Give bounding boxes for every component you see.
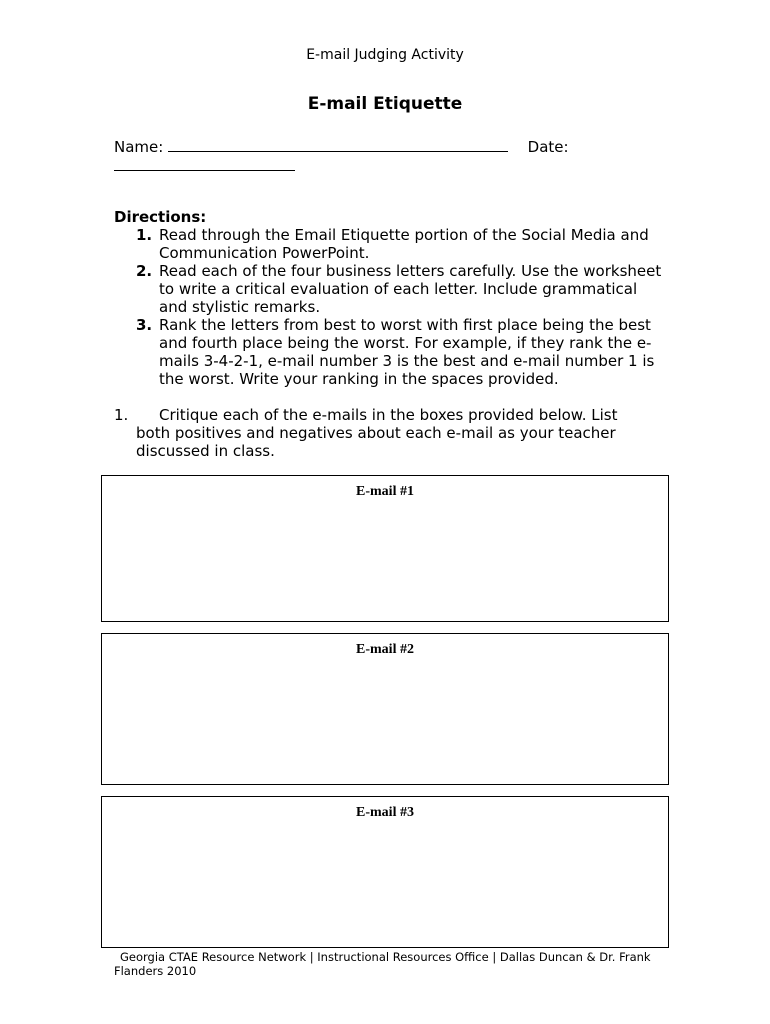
footer-line2: Flanders 2010 — [114, 964, 197, 978]
list-item — [136, 316, 666, 388]
critique-text-line2: both positives and negatives about each e-mail as your teacher — [136, 424, 616, 442]
name-label: Name: — [114, 138, 164, 156]
email-3-critique-box[interactable] — [101, 796, 669, 948]
name-field[interactable] — [168, 136, 508, 152]
list-item-text: Read through the Email Etiquette portion of the Social Media and Communication PowerPoint. — [159, 226, 649, 262]
email-2-label: E-mail #2 — [356, 642, 414, 657]
footer — [114, 950, 674, 978]
directions-list — [136, 226, 666, 388]
email-2-critique-box[interactable] — [101, 633, 669, 785]
list-item — [136, 262, 666, 316]
critique-instruction — [114, 406, 654, 460]
footer-line1: Georgia CTAE Resource Network | Instructional Resources Office | Dallas Duncan & Dr. Frank — [120, 950, 651, 964]
list-item-number: 2. — [136, 262, 153, 280]
email-1-label: E-mail #1 — [356, 484, 414, 499]
date-label: Date: — [527, 138, 569, 156]
critique-text-line1: Critique each of the e-mails in the boxes provided below. List — [159, 406, 618, 424]
directions-label: Directions: — [114, 208, 207, 226]
page-title: E-mail Etiquette — [307, 94, 463, 114]
name-date-row — [114, 136, 569, 156]
email-1-critique-box[interactable] — [101, 475, 669, 622]
page-subtitle: E-mail Judging Activity — [306, 47, 464, 63]
date-field[interactable] — [114, 170, 295, 171]
email-3-label: E-mail #3 — [356, 805, 414, 820]
list-item-text: Rank the letters from best to worst with first place being the best and fourth place being the worst. For example, if they rank the e-mails 3-4-2-1, e-mail number 3 is the best and e-mail number 1 is the worst. Write your ranking in the spaces provided. — [159, 316, 655, 388]
list-item-number: 3. — [136, 316, 153, 334]
list-item-text: Read each of the four business letters carefully. Use the worksheet to write a critical evaluation of each letter. Include grammatical and stylistic remarks. — [159, 262, 662, 316]
critique-text-line3: discussed in class. — [136, 442, 275, 460]
critique-number: 1. — [114, 406, 129, 424]
list-item — [136, 226, 666, 262]
list-item-number: 1. — [136, 226, 153, 244]
